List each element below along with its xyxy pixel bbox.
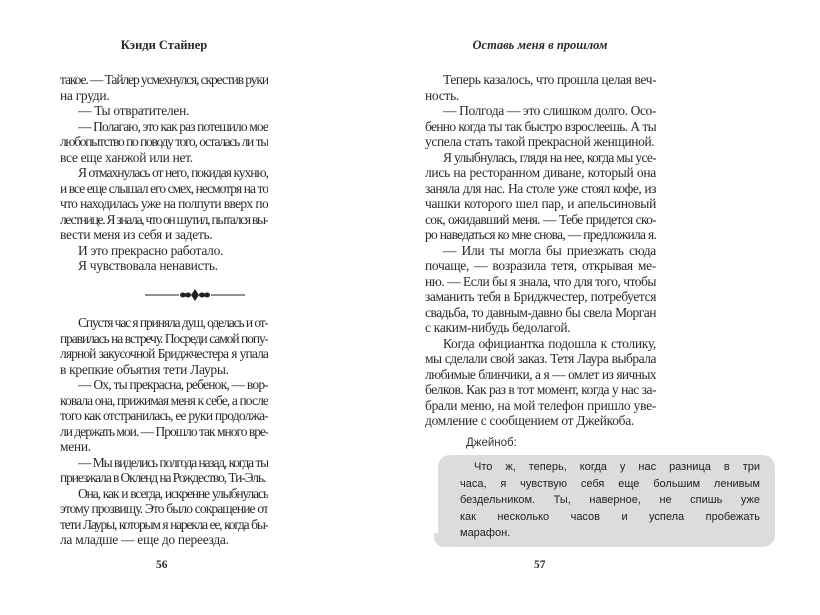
text-line: брали меню, на мой телефон пришло уве- (425, 397, 656, 413)
text-line: мы сделали свой заказ. Тетя Лаура выбрала (425, 351, 656, 366)
text-line: — Ох, ты прекрасна, ребенок, — вор- (78, 377, 268, 392)
text-line: в крепкие объятия тети Лауры. (60, 361, 229, 377)
text-line: Спустя час я приняла душ, оделась и от- (78, 315, 268, 330)
text-line: домление с сообщением от Джейкоба. (425, 413, 635, 428)
text-block (60, 315, 268, 548)
text-line: Она, как и всегда, искренне улыбнулась (78, 485, 268, 501)
page-number: 56 (156, 559, 168, 571)
text-line: правилась на встречу. Посреди самой попу- (60, 330, 268, 346)
text-line: ро наведаться ко мне снова, — предложила я. (425, 227, 656, 242)
text-line: сок, ожидавший меня. — Тебе придется ско- (425, 211, 656, 227)
running-header-author: Кэнди Стайнер (120, 38, 208, 52)
text-line: ню. — Если бы я знала, что для того, чтобы (425, 273, 656, 289)
text-line: Теперь казалось, что прошла целая веч- (443, 72, 656, 87)
text-line: вести меня из себя и задеть. (60, 227, 213, 242)
message-sender: Джейноб: (466, 437, 517, 449)
text-line: лись на ресторанном диване, который она (425, 165, 656, 180)
page-number: 57 (534, 559, 546, 571)
text-line: Я отмахнулась от него, покидая кухню, (78, 165, 268, 180)
text-line: любопытство по поводу того, осталась ли ты (60, 134, 268, 149)
text-line: лестнице. Я знала, что он шутил, пытался вы- (60, 211, 268, 227)
text-line: с каким-нибудь бедолагой. (425, 320, 571, 335)
text-line: ковала она, прижимая меня к себе, а после (60, 392, 268, 408)
message-line: бездельником. Ты, наверное, не спишь уже (460, 494, 760, 506)
text-line: того как отстранилась, ее руки продолжа- (60, 408, 268, 423)
text-line: — Полагаю, это как раз потешило мое (78, 118, 268, 134)
text-line: — Ты отвратителен. (78, 103, 190, 118)
text-line: бенно когда ты так быстро взрослеешь. А ты (425, 118, 656, 134)
text-line: Когда официантка подошла к столику, (443, 335, 656, 351)
text-line: тети Лауры, которым я нарекла ее, когда бы- (60, 516, 268, 532)
message-line: часа, я чувствую себя еще большим ленивым (460, 477, 760, 490)
text-line: лярной закусочной Бриджчестера я упала (60, 346, 268, 361)
text-line: заманить тебя в Бриджчестер, потребуется (425, 289, 656, 304)
running-header-title: Оставь меня в прошлом (472, 38, 608, 52)
message-line: как несколько часов и успела пробежать (460, 510, 760, 523)
text-line: ла младше — еще до переезда. (60, 532, 229, 547)
text-line: ли держать мои. — Прошло так много вре- (60, 423, 268, 439)
text-line: этому прозвищу. Это было сокращение от (60, 501, 268, 516)
text-line: И это прекрасно работало. (78, 242, 224, 258)
text-line: почаще, — возразила тетя, открывая ме- (425, 258, 656, 273)
text-block (425, 72, 656, 429)
text-line: на груди. (60, 87, 110, 103)
text-line: — Мы виделись полгода назад, когда ты (78, 454, 268, 470)
text-line: — Или ты могла бы приезжать сюда (443, 242, 656, 258)
text-line: — Полгода — это слишком долго. Осо- (443, 103, 656, 118)
text-line: мени. (60, 439, 91, 454)
text-line: ность. (425, 87, 459, 103)
text-line: Я чувствовала ненависть. (78, 258, 218, 273)
text-line: и все еще слышал его смех, несмотря на то (60, 180, 268, 196)
text-line: приезжала в Окленд на Рождество, Ти-Эль. (60, 470, 266, 485)
text-line: белков. Как раз в тот момент, когда у нас за- (425, 382, 656, 397)
text-line: что находилась уже на полпути вверх по (60, 196, 268, 211)
text-line: Я улыбнулась, глядя на нее, когда мы усе- (443, 149, 656, 165)
text-line: чашки которого шел пар, и апельсиновый (425, 196, 656, 211)
text-block (60, 72, 268, 274)
text-line: свадьба, то давным-давно бы свела Морган (425, 304, 656, 320)
section-ornament-icon (145, 288, 245, 302)
text-line: заняла для нас. На столе уже стоял кофе, из (425, 180, 656, 196)
text-line: успела стать такой прекрасной женщиной. (425, 134, 655, 149)
text-line: все еще ханжой или нет. (60, 149, 193, 165)
message-line: марафон. (460, 527, 511, 539)
message-text (460, 459, 760, 542)
message-bubble (438, 455, 775, 547)
text-line: любимые блинчики, а я — омлет из яичных (425, 366, 656, 382)
text-line: такое. — Тайлер усмехнулся, скрестив руки (60, 72, 268, 87)
message-line: Что ж, теперь, когда у нас разница в три (474, 461, 760, 473)
